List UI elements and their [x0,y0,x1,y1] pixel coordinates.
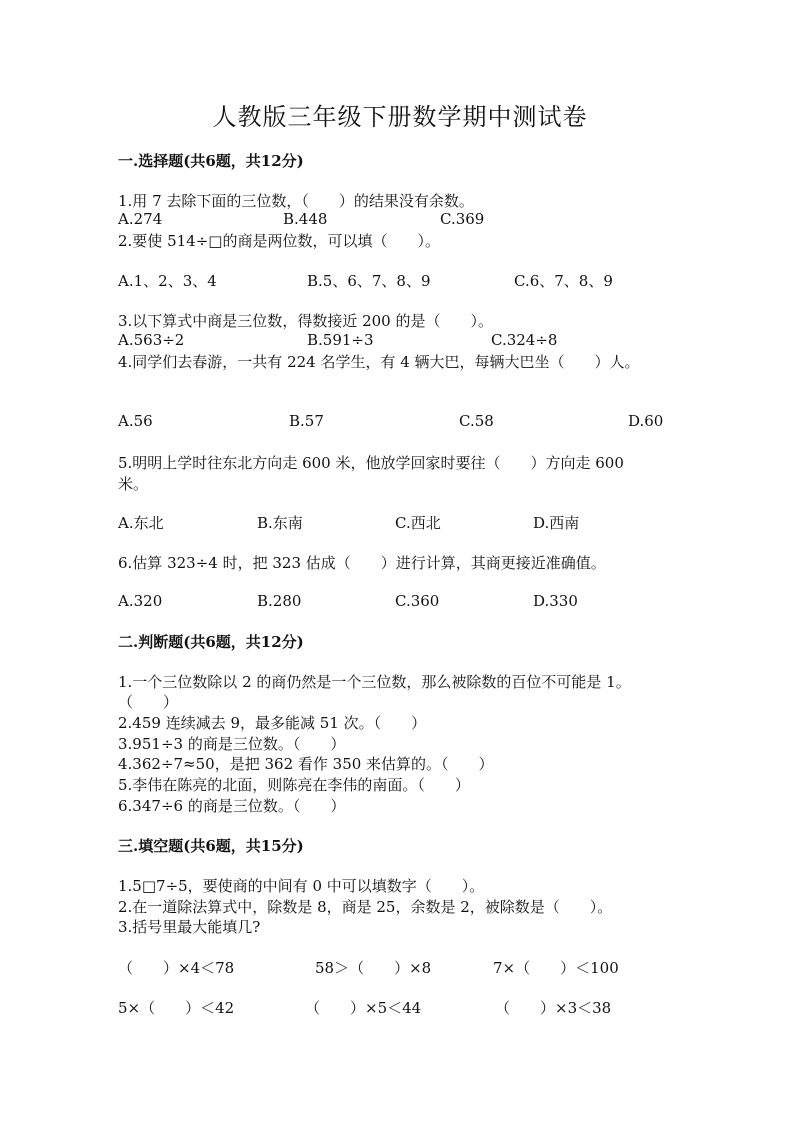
option-a: A.1、2、3、4 [118,272,217,290]
fill-expression: 58＞（ ）×8 [315,959,432,977]
option-b: B.东南 [257,514,303,532]
option-d: D.330 [533,592,578,610]
option-a: A.320 [118,592,163,610]
option-c: C.西北 [395,514,441,532]
option-a: A.56 [118,412,153,430]
option-c: C.58 [459,412,494,430]
question-3-2: 2.在一道除法算式中，除数是 8，商是 25，余数是 2，被除数是（ ）。 [118,898,613,916]
option-c: C.6、7、8、9 [514,272,613,290]
question-1-6: 6.估算 323÷4 时，把 323 估成（ ）进行计算，其商更接近准确值。 [118,554,606,572]
question-2-5: 5.李伟在陈亮的北面，则陈亮在李伟的南面。（ ） [118,776,470,794]
fill-expression: 5×（ ）＜42 [118,999,235,1017]
fill-expression: 7×（ ）＜100 [493,959,619,977]
question-1-3: 3.以下算式中商是三位数，得数接近 200 的是（ ）。 [118,312,493,330]
fill-expression: （ ）×3＜38 [495,999,612,1017]
question-3-1: 1.5□7÷5，要使商的中间有 0 中可以填数字（ ）。 [118,877,485,895]
question-1-5: 5.明明上学时往东北方向走 600 米，他放学回家时要往（ ）方向走 600 [118,454,624,472]
option-d: D.西南 [533,514,580,532]
section-heading-choice: 一.选择题(共6题，共12分) [118,152,304,170]
question-1-5-cont: 米。 [118,475,149,493]
fill-expression: （ ）×5＜44 [305,999,422,1017]
question-3-3: 3.括号里最大能填几? [118,918,261,936]
question-1-4: 4.同学们去春游，一共有 224 名学生，有 4 辆大巴，每辆大巴坐（ ）人。 [118,353,640,371]
option-b: B.448 [283,210,328,228]
question-2-2: 2.459 连续减去 9，最多能减 51 次。（ ） [118,714,427,732]
question-2-3: 3.951÷3 的商是三位数。（ ） [118,735,346,753]
question-1-2: 2.要使 514÷□的商是两位数，可以填（ ）。 [118,232,440,250]
option-c: C.369 [440,210,485,228]
question-2-1-cont: （ ） [118,693,179,711]
section-heading-fill: 三.填空题(共6题，共15分) [118,837,304,855]
page-title: 人教版三年级下册数学期中测试卷 [212,103,588,131]
fill-expression: （ ）×4＜78 [118,959,235,977]
option-b: B.591÷3 [307,331,374,349]
section-heading-judge: 二.判断题(共6题，共12分) [118,633,304,651]
option-b: B.57 [289,412,324,430]
question-1-1: 1.用 7 去除下面的三位数，（ ）的结果没有余数。 [118,192,474,210]
question-2-6: 6.347÷6 的商是三位数。（ ） [118,797,346,815]
option-b: B.280 [257,592,302,610]
option-c: C.324÷8 [491,331,558,349]
option-a: A.274 [118,210,163,228]
option-a: A.563÷2 [118,331,185,349]
question-2-1: 1.一个三位数除以 2 的商仍然是一个三位数，那么被除数的百位不可能是 1。 [118,673,631,691]
option-b: B.5、6、7、8、9 [307,272,431,290]
question-2-4: 4.362÷7≈50，是把 362 看作 350 来估算的。（ ） [118,755,494,773]
option-c: C.360 [395,592,440,610]
option-a: A.东北 [118,514,164,532]
option-d: D.60 [628,412,664,430]
